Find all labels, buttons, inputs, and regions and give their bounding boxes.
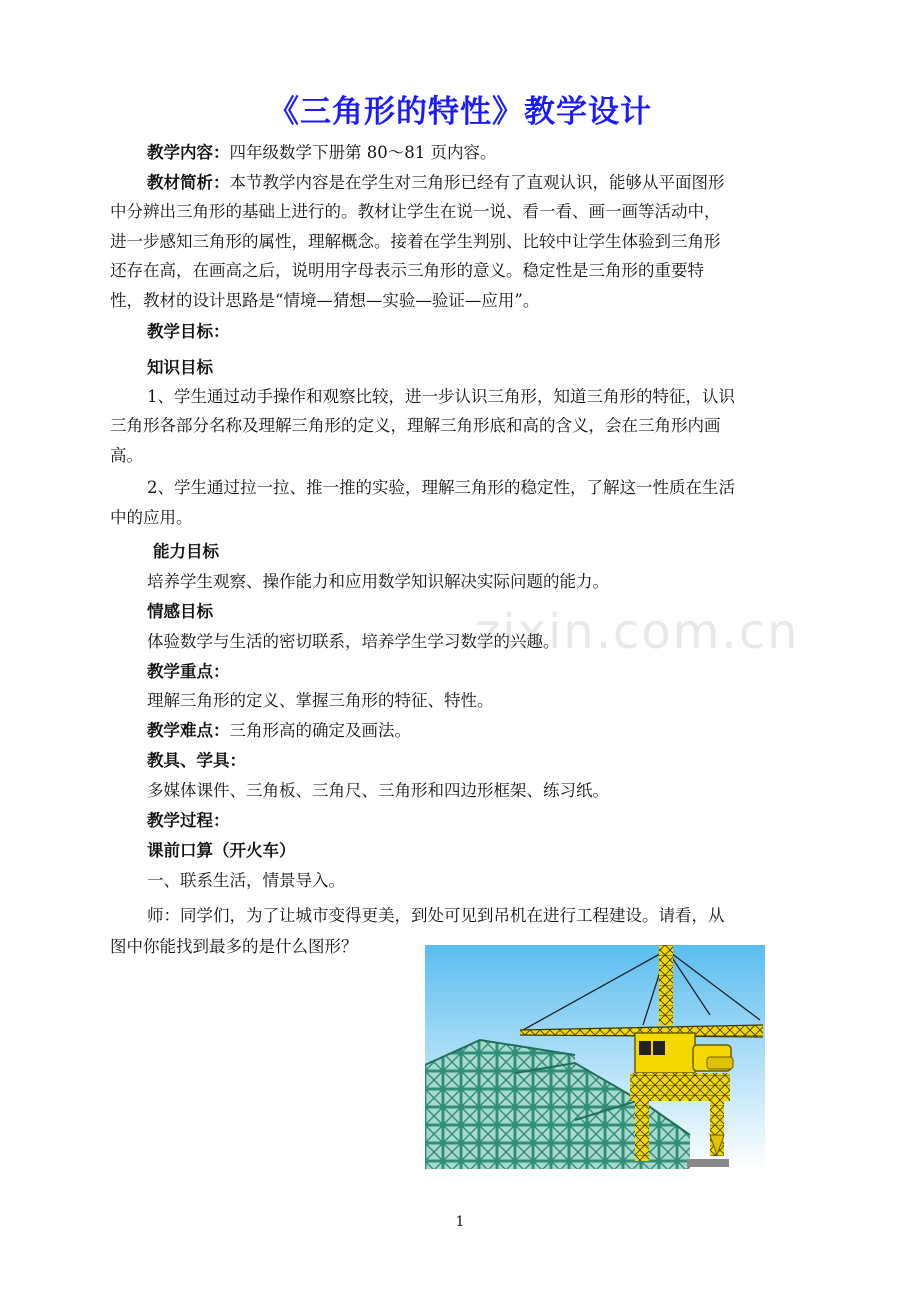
analysis-line-5: 性，教材的设计思路是“情境—猜想—实验—验证—应用”。 [110, 291, 540, 310]
knowledge-goal-2-line-2: 中的应用。 [110, 508, 193, 527]
knowledge-goal-1-line-3: 高。 [110, 446, 143, 465]
key-points-heading: 教学重点： [147, 662, 230, 681]
tools-text: 多媒体课件、三角板、三角尺、三角形和四边形框架、练习纸。 [147, 781, 609, 800]
document-title: 《三角形的特性》教学设计 [268, 94, 652, 130]
knowledge-goal-1-line-2: 三角形各部分名称及理解三角形的定义，理解三角形底和高的含义，会在三角形内画 [110, 416, 721, 435]
analysis-line-1 [147, 172, 852, 194]
difficulty-text: 三角形高的确定及画法。 [229, 721, 411, 740]
difficulty-label: 教学难点： [147, 721, 230, 740]
key-points-text: 理解三角形的定义、掌握三角形的特征、特性。 [147, 691, 494, 710]
knowledge-goal-2-line-1: 2、学生通过拉一拉、推一推的实验，理解三角形的稳定性，了解这一性质在生活 [147, 478, 735, 497]
content-text: 四年级数学下册第 80～81 页内容。 [229, 143, 497, 162]
emotion-goal-text: 体验数学与生活的密切联系，培养学生学习数学的兴趣。 [147, 632, 560, 651]
step-1-heading: 一、联系生活，情景导入。 [147, 871, 345, 890]
analysis-line-2: 中分辨出三角形的基础上进行的。教材让学生在说一说、看一看、画一画等活动中， [110, 202, 721, 221]
knowledge-goal-1-line-1: 1、学生通过动手操作和观察比较，进一步认识三角形，知道三角形的特征，认识 [147, 387, 735, 406]
crane-building-illustration [425, 945, 765, 1169]
ability-goal-text: 培养学生观察、操作能力和应用数学知识解决实际问题的能力。 [147, 572, 609, 591]
content-line [147, 142, 852, 164]
difficulty-line [147, 720, 852, 742]
watermark: zixin.com.cn [475, 604, 800, 660]
knowledge-goal-heading: 知识目标 [147, 358, 213, 377]
process-heading: 教学过程： [147, 811, 230, 830]
analysis-line-4: 还存在高，在画高之后，说明用字母表示三角形的意义。稳定性是三角形的重要特 [110, 261, 704, 280]
teacher-line-2: 图中你能找到最多的是什么图形？ [110, 937, 358, 956]
teacher-line-1: 师：同学们，为了让城市变得更美，到处可见到吊机在进行工程建设。请看，从 [147, 906, 725, 925]
goals-heading: 教学目标： [147, 322, 230, 341]
analysis-text-1: 本节教学内容是在学生对三角形已经有了直观认识，能够从平面图形 [229, 173, 725, 192]
tools-heading: 教具、学具： [147, 751, 246, 770]
content-label: 教学内容： [147, 143, 230, 162]
warmup-heading: 课前口算（开火车） [147, 841, 296, 860]
analysis-label: 教材简析： [147, 173, 230, 192]
analysis-line-3: 进一步感知三角形的属性，理解概念。接着在学生判别、比较中让学生体验到三角形 [110, 232, 721, 251]
emotion-goal-heading: 情感目标 [147, 602, 213, 621]
ability-goal-heading: 能力目标 [153, 542, 219, 561]
page-number: 1 [455, 1214, 465, 1230]
